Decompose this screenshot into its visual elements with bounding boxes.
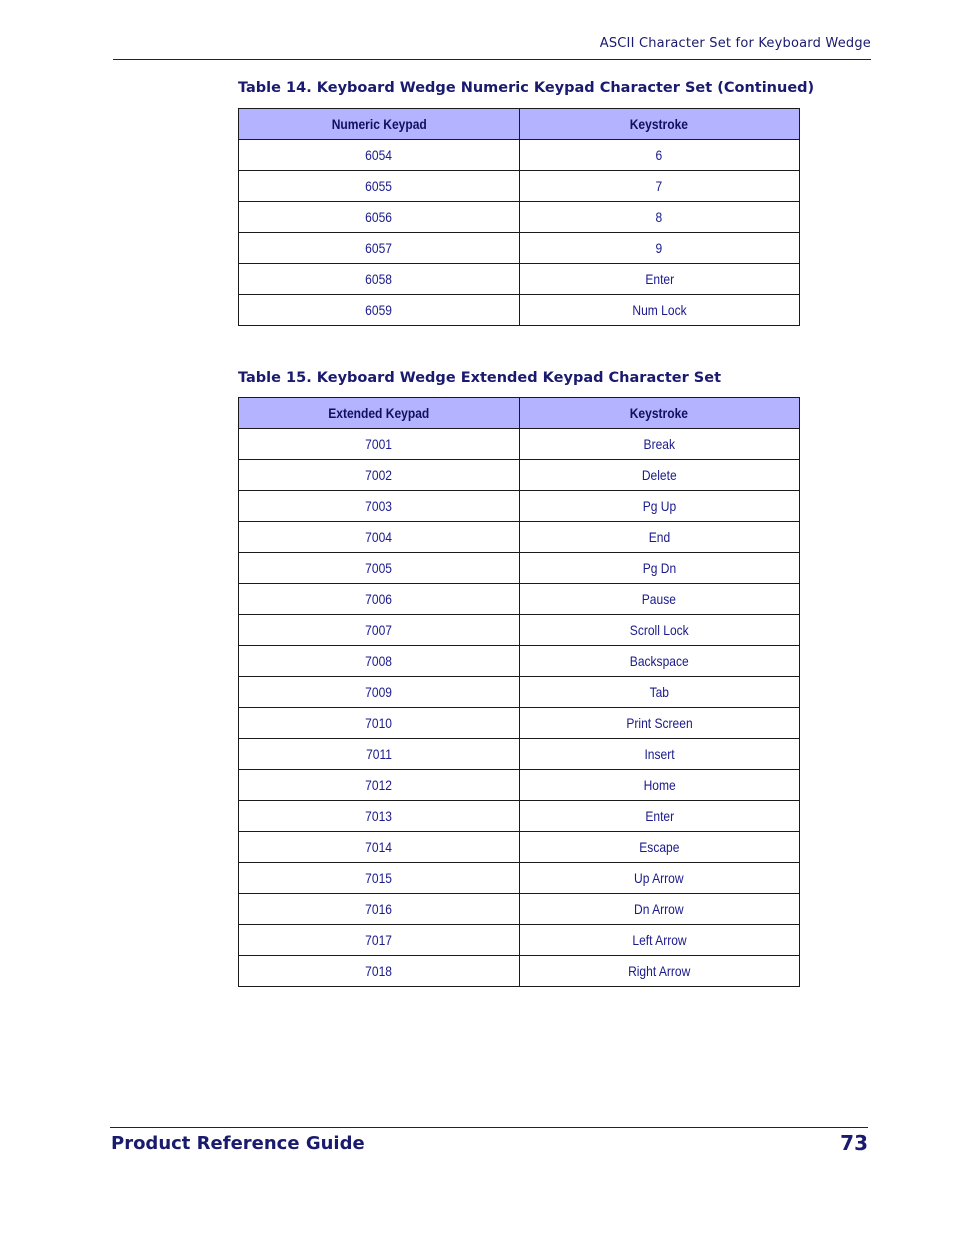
cell-value: 7016 [365, 901, 393, 917]
table-row [239, 295, 800, 326]
cell-value: 7011 [365, 746, 392, 762]
cell-value: Dn Arrow [634, 901, 685, 917]
table-row [239, 801, 800, 832]
table-row [239, 832, 800, 863]
cell-value: 7002 [365, 467, 393, 483]
column-header-extended-keypad [239, 398, 520, 429]
table-row [239, 925, 800, 956]
cell-value: 6057 [365, 240, 393, 256]
cell-value: 7014 [365, 839, 393, 855]
keystroke-cell [519, 739, 800, 770]
running-header: ASCII Character Set for Keyboard Wedge [599, 36, 871, 51]
column-header-label: Keystroke [630, 116, 689, 132]
cell-value: Delete [641, 467, 677, 483]
keystroke-cell [519, 615, 800, 646]
keystroke-cell [519, 491, 800, 522]
keystroke-cell [519, 429, 800, 460]
extended-keypad-code-cell [239, 708, 520, 739]
keystroke-cell [519, 801, 800, 832]
cell-value: End [648, 529, 670, 545]
table-row [239, 677, 800, 708]
cell-value: Home [643, 777, 676, 793]
cell-value: Pg Up [642, 498, 676, 514]
extended-keypad-code-cell [239, 832, 520, 863]
numeric-keypad-code-cell [239, 295, 520, 326]
cell-value: Tab [649, 684, 669, 700]
column-header-keystroke [519, 109, 800, 140]
keystroke-cell [519, 863, 800, 894]
keystroke-cell [519, 295, 800, 326]
cell-value: 9 [655, 240, 663, 256]
numeric-keypad-code-cell [239, 202, 520, 233]
numeric-keypad-table [238, 108, 800, 326]
table-row [239, 770, 800, 801]
extended-keypad-code-cell [239, 460, 520, 491]
column-header-label: Numeric Keypad [331, 116, 427, 132]
keystroke-cell [519, 770, 800, 801]
cell-value: 6054 [365, 147, 393, 163]
table-row [239, 264, 800, 295]
extended-keypad-code-cell [239, 863, 520, 894]
extended-keypad-code-cell [239, 491, 520, 522]
table-row [239, 460, 800, 491]
keystroke-cell [519, 553, 800, 584]
cell-value: 7004 [365, 529, 393, 545]
cell-value: 7009 [365, 684, 393, 700]
keystroke-cell [519, 832, 800, 863]
table-row [239, 894, 800, 925]
table-row [239, 708, 800, 739]
cell-value: 8 [655, 209, 663, 225]
cell-value: 6 [655, 147, 663, 163]
column-header-label: Keystroke [630, 405, 689, 421]
cell-value: 7013 [365, 808, 393, 824]
column-header-label: Extended Keypad [328, 405, 430, 421]
cell-value: Enter [644, 271, 674, 287]
keystroke-cell [519, 646, 800, 677]
numeric-keypad-code-cell [239, 171, 520, 202]
cell-value: 7001 [365, 436, 393, 452]
table-row [239, 429, 800, 460]
cell-value: 7007 [365, 622, 393, 638]
footer-rule [110, 1127, 868, 1128]
column-header-keystroke [519, 398, 800, 429]
cell-value: Num Lock [632, 302, 687, 318]
page-number: 73 [840, 1131, 868, 1155]
keystroke-cell [519, 677, 800, 708]
cell-value: Scroll Lock [629, 622, 689, 638]
cell-value: 6056 [365, 209, 393, 225]
table-row [239, 522, 800, 553]
table-row [239, 553, 800, 584]
table-row [239, 956, 800, 987]
cell-value: 7008 [365, 653, 393, 669]
cell-value: 6059 [365, 302, 393, 318]
keystroke-cell [519, 584, 800, 615]
table-row [239, 739, 800, 770]
table-row [239, 202, 800, 233]
numeric-keypad-code-cell [239, 264, 520, 295]
extended-keypad-table-body [239, 429, 800, 987]
header-rule [113, 59, 871, 60]
cell-value: Pg Dn [642, 560, 676, 576]
keystroke-cell [519, 460, 800, 491]
table-row [239, 584, 800, 615]
extended-keypad-code-cell [239, 429, 520, 460]
keystroke-cell [519, 171, 800, 202]
cell-value: Up Arrow [634, 870, 685, 886]
keystroke-cell [519, 202, 800, 233]
column-header-numeric-keypad [239, 109, 520, 140]
cell-value: 7005 [365, 560, 393, 576]
extended-keypad-code-cell [239, 584, 520, 615]
extended-keypad-code-cell [239, 801, 520, 832]
extended-keypad-code-cell [239, 739, 520, 770]
cell-value: 6055 [365, 178, 393, 194]
table-header-row [239, 109, 800, 140]
keystroke-cell [519, 925, 800, 956]
cell-value: 7 [655, 178, 663, 194]
cell-value: Right Arrow [628, 963, 691, 979]
cell-value: 7012 [365, 777, 393, 793]
extended-keypad-code-cell [239, 522, 520, 553]
cell-value: 7006 [365, 591, 393, 607]
cell-value: Insert [644, 746, 675, 762]
table-row [239, 615, 800, 646]
cell-value: 7015 [365, 870, 393, 886]
table-14-caption: Table 14. Keyboard Wedge Numeric Keypad Character Set (Continued) [238, 80, 815, 96]
extended-keypad-table [238, 397, 800, 987]
cell-value: Enter [644, 808, 674, 824]
cell-value: Left Arrow [632, 932, 687, 948]
numeric-keypad-code-cell [239, 233, 520, 264]
numeric-keypad-table-body [239, 140, 800, 326]
table-row [239, 491, 800, 522]
extended-keypad-code-cell [239, 770, 520, 801]
keystroke-cell [519, 522, 800, 553]
cell-value: Pause [642, 591, 677, 607]
keystroke-cell [519, 264, 800, 295]
keystroke-cell [519, 956, 800, 987]
table-row [239, 171, 800, 202]
extended-keypad-code-cell [239, 646, 520, 677]
extended-keypad-code-cell [239, 677, 520, 708]
keystroke-cell [519, 708, 800, 739]
table-row [239, 140, 800, 171]
extended-keypad-code-cell [239, 615, 520, 646]
cell-value: Backspace [629, 653, 689, 669]
cell-value: 7010 [365, 715, 393, 731]
extended-keypad-code-cell [239, 894, 520, 925]
table-header-row [239, 398, 800, 429]
table-row [239, 863, 800, 894]
extended-keypad-code-cell [239, 925, 520, 956]
cell-value: 6058 [365, 271, 393, 287]
footer-title: Product Reference Guide [111, 1133, 365, 1154]
keystroke-cell [519, 140, 800, 171]
table-row [239, 646, 800, 677]
cell-value: Break [643, 436, 675, 452]
numeric-keypad-code-cell [239, 140, 520, 171]
cell-value: Print Screen [626, 715, 693, 731]
cell-value: 7003 [365, 498, 393, 514]
table-15-caption: Table 15. Keyboard Wedge Extended Keypad Character Set [238, 370, 721, 386]
cell-value: 7018 [365, 963, 393, 979]
cell-value: 7017 [365, 932, 393, 948]
keystroke-cell [519, 894, 800, 925]
table-row [239, 233, 800, 264]
keystroke-cell [519, 233, 800, 264]
extended-keypad-code-cell [239, 553, 520, 584]
cell-value: Escape [639, 839, 680, 855]
extended-keypad-code-cell [239, 956, 520, 987]
